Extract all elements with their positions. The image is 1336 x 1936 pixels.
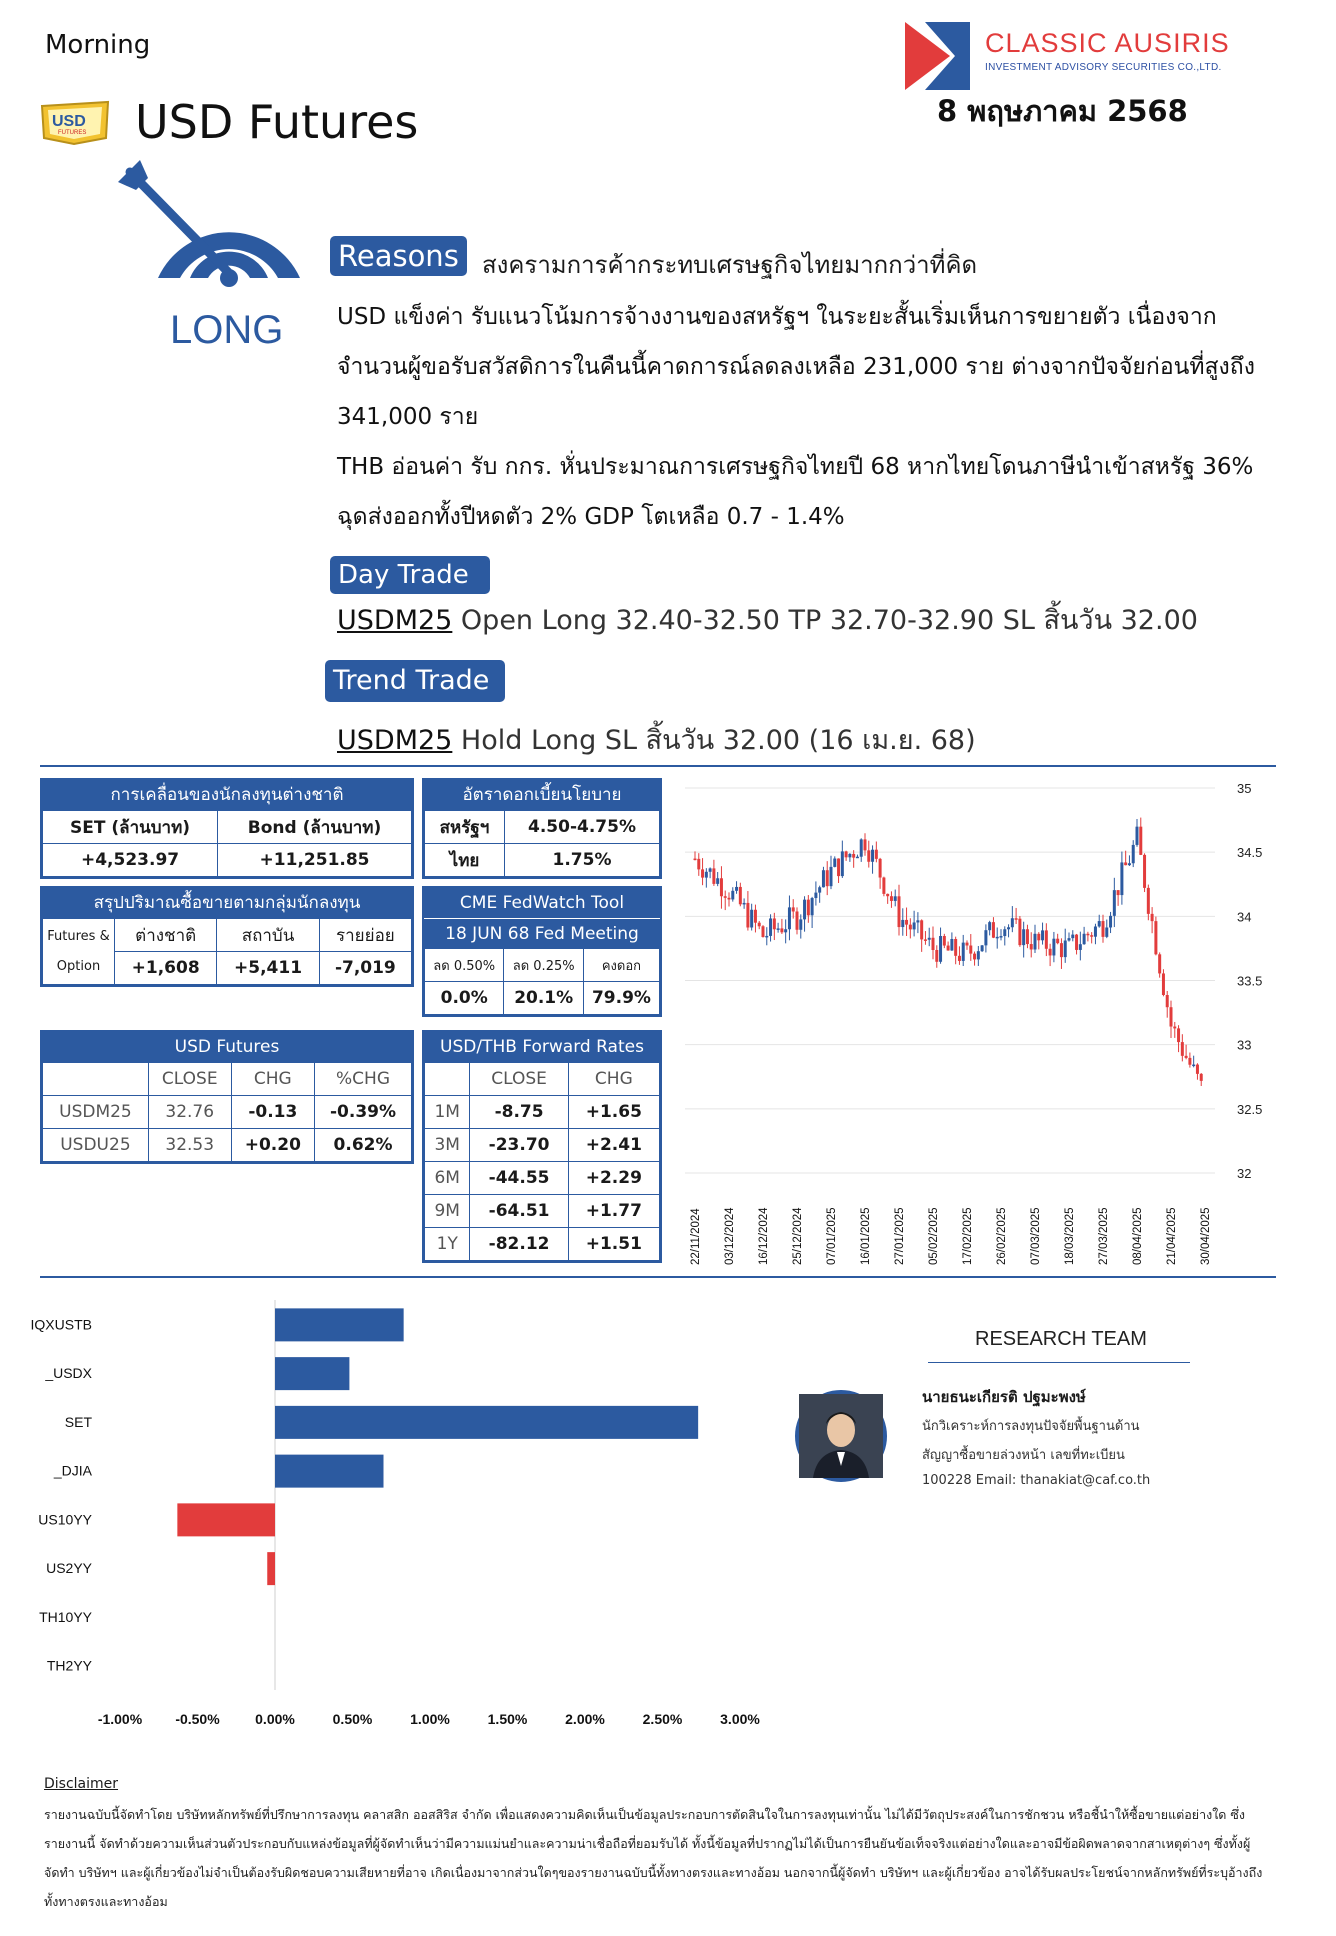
pct-chg-cell: -0.39% <box>315 1096 412 1129</box>
candle-body <box>1098 921 1101 926</box>
category-label: _USDX <box>45 1365 92 1382</box>
candle-body <box>830 867 833 886</box>
candle-body <box>1139 827 1142 855</box>
candle-body <box>1041 930 1044 940</box>
value-cell: -7,019 <box>319 952 411 985</box>
forward-rates-table <box>422 1030 662 1263</box>
candle-body <box>694 859 697 861</box>
header-cell: Bond (ล้านบาท) <box>218 811 412 844</box>
x-tick-label: 1.50% <box>487 1711 528 1727</box>
x-tick-label: 1.00% <box>410 1711 450 1727</box>
close-cell: -82.12 <box>470 1228 568 1261</box>
header-cell: คงดอก <box>583 949 659 982</box>
stance-label: LONG <box>170 308 284 352</box>
candle-body <box>773 918 776 929</box>
chg-cell: +1.77 <box>568 1195 659 1228</box>
candle-body <box>1170 1007 1173 1026</box>
candle-body <box>1200 1074 1203 1081</box>
candle-body <box>1128 863 1131 865</box>
value-cell: +5,411 <box>217 952 319 985</box>
candle-body <box>1034 934 1037 950</box>
x-tick-label: 25/12/2024 <box>792 1207 804 1265</box>
candle-body <box>1075 935 1078 950</box>
candle-body <box>886 894 889 896</box>
foreign-flows-title: การเคลื่อนของนักลงทุนต่างชาติ <box>42 780 412 810</box>
header-cell: SET (ล้านบาท) <box>43 811 218 844</box>
candle-body <box>1000 936 1003 938</box>
svg-text:FUTURES: FUTURES <box>58 130 87 136</box>
category-label: IQXUSTB <box>30 1316 92 1333</box>
policy-rate-table <box>422 778 662 879</box>
day-trade-plan <box>337 598 1198 641</box>
trend-trade-detail: Hold Long SL สิ้นวัน 32.00 (16 เม.ย. 68) <box>452 725 976 756</box>
candle-body <box>947 946 950 951</box>
chg-cell: +2.41 <box>568 1129 659 1162</box>
candle-body <box>1011 918 1014 927</box>
candle-body <box>1136 827 1139 845</box>
x-tick-label: 3.00% <box>720 1711 760 1727</box>
day-trade-detail: Open Long 32.40-32.50 TP 32.70-32.90 SL สิ้นวัน 32.00 <box>452 605 1198 636</box>
x-tick-label: 17/02/2025 <box>962 1207 974 1265</box>
y-tick-label: 33.5 <box>1237 973 1263 989</box>
candle-body <box>856 857 859 859</box>
candle-body <box>950 939 953 950</box>
candle-body <box>920 920 923 939</box>
bar <box>275 1357 349 1390</box>
candle-body <box>697 859 700 870</box>
chg-cell: -0.13 <box>231 1096 314 1129</box>
candle-body <box>1102 921 1105 937</box>
x-tick-label: 2.00% <box>565 1711 605 1727</box>
rate-cell: 1.75% <box>505 844 660 877</box>
candle-body <box>1158 954 1161 973</box>
header-cell: CLOSE <box>470 1063 568 1096</box>
chg-cell: +0.20 <box>231 1129 314 1162</box>
x-tick-label: -1.00% <box>97 1711 143 1727</box>
candle-body <box>826 870 829 886</box>
candle-body <box>705 872 708 878</box>
candle-body <box>841 851 844 876</box>
table-row <box>43 1129 412 1162</box>
rate-cell: 4.50-4.75% <box>505 811 660 844</box>
trend-trade-pill: Trend Trade <box>325 660 505 702</box>
candle-body <box>1003 929 1006 936</box>
candle-body <box>935 950 938 962</box>
value-cell: 0.0% <box>425 982 504 1015</box>
x-tick-label: 30/04/2025 <box>1200 1207 1212 1265</box>
candle-body <box>969 946 972 954</box>
category-label: TH2YY <box>46 1657 92 1674</box>
disclaimer-body: รายงานฉบับนี้จัดทำโดย บริษัทหลักทรัพย์ที่ปรึกษาการลงทุน คลาสสิก ออสสิริส จำกัด เพื่อแสดงความคิดเห็นเป็นข้อมูลประกอบการตัดสินใจในการลงทุนเท่านั้น ไม่ได้มีวัตถุประสงค์ในการชักชวน หรือชี้นำให้ซื้อขายแต่อย่างใด ซึ่งรายงานนี้ จัดทำด้วยความเห็นส่วนตัวประกอบกับแหล่งข้อมูลที่ผู้จัดทำเห็นว่ามีความแม่นยำและความน่าเชื่อถือที่ยอมรับได้ ทั้งนี้ข้อมูลที่ปรากฏไม่ได้เป็นการยืนยันข้อเท็จจริงแต่อย่างใดและอาจมีข้อผิดพลาดจากสาเหตุต่างๆ ซึ่งทั้งผู้จัดทำ บริษัทฯ และผู้เกี่ยวข้องไม่จำเป็นต้องรับผิดชอบความเสียหายที่อาจ เกิดเนื่องมาจากส่วนใดๆของรายงานฉบับนี้ทั้งทางตรงและทางอ้อม นอกจากนี้ผู้จัดทำ บริษัทฯ และผู้เกี่ยวข้อง อาจได้รับผลประโยชน์จากหลักทรัพย์ที่ระบุอ้างถึงทั้งทางตรงและทางอ้อม <box>44 1807 1263 1909</box>
bar <box>275 1406 698 1439</box>
candle-body <box>731 891 734 900</box>
close-cell: -64.51 <box>470 1195 568 1228</box>
candle-body <box>939 936 942 962</box>
candle-body <box>864 839 867 850</box>
candle-body <box>724 896 727 898</box>
candle-body <box>777 928 780 930</box>
x-tick-label: 22/11/2024 <box>690 1208 702 1265</box>
y-tick-label: 32.5 <box>1237 1101 1263 1117</box>
usdthb-price-chart <box>675 778 1275 1268</box>
candle-body <box>1188 1058 1191 1065</box>
candle-body <box>966 943 969 946</box>
table-row <box>425 1162 660 1195</box>
target-icon <box>118 160 308 280</box>
x-tick-label: 2.50% <box>642 1711 683 1727</box>
candle-body <box>1113 890 1116 916</box>
investor-groups-title: สรุปปริมาณซื้อขายตามกลุ่มนักลงทุน <box>42 888 412 918</box>
candle-body <box>1049 949 1052 956</box>
candle-body <box>1094 926 1097 936</box>
candle-body <box>1132 845 1135 863</box>
usd-futures-title: USD Futures <box>42 1032 412 1062</box>
candle-body <box>992 922 995 938</box>
table-row <box>425 1096 660 1129</box>
table-row <box>425 1228 660 1261</box>
company-name: CLASSIC AUSIRIS <box>985 28 1230 58</box>
bar <box>177 1503 275 1536</box>
candle-body <box>709 868 712 871</box>
x-tick-label: 26/02/2025 <box>996 1207 1008 1265</box>
row-label-line: Futures & <box>47 929 110 944</box>
candle-body <box>871 850 874 862</box>
candle-body <box>1071 935 1074 939</box>
header-cell: CLOSE <box>148 1063 231 1096</box>
tenor-cell: 3M <box>425 1129 470 1162</box>
candle-body <box>981 945 984 951</box>
candle-body <box>1083 934 1086 944</box>
report-date: 8 พฤษภาคม 2568 <box>937 94 1188 128</box>
candle-body <box>1143 855 1146 888</box>
x-tick-label: 27/03/2025 <box>1098 1207 1110 1265</box>
candle-body <box>1162 973 1165 995</box>
value-cell: +1,608 <box>115 952 217 985</box>
trend-trade-plan <box>337 718 976 761</box>
y-tick-label: 34 <box>1237 909 1252 925</box>
candle-body <box>701 869 704 877</box>
close-cell: 32.76 <box>148 1096 231 1129</box>
reasons-headline: สงครามการค้ากระทบเศรษฐกิจไทยมากกว่าที่คิด <box>482 251 978 279</box>
fedwatch-title: CME FedWatch Tool <box>424 888 660 918</box>
candle-body <box>1018 919 1021 945</box>
candle-body <box>769 918 772 935</box>
candle-body <box>728 898 731 900</box>
candle-body <box>867 850 870 861</box>
candle-body <box>1015 918 1018 920</box>
header-cell <box>425 1063 470 1096</box>
candle-body <box>882 878 885 894</box>
candle-body <box>1090 935 1093 937</box>
candle-body <box>1192 1065 1195 1067</box>
bar <box>275 1455 384 1488</box>
day-trade-contract: USDM25 <box>337 605 453 636</box>
day-trade-pill: Day Trade <box>330 556 490 594</box>
candle-body <box>1109 916 1112 928</box>
candle-body <box>792 907 795 911</box>
candle-body <box>1124 862 1127 865</box>
candle-body <box>818 887 821 892</box>
x-tick-label: 21/04/2025 <box>1166 1207 1178 1265</box>
candle-body <box>822 870 825 887</box>
candle-body <box>1086 934 1089 936</box>
candle-body <box>837 859 840 877</box>
candle-body <box>833 859 836 867</box>
x-tick-label: 03/12/2024 <box>724 1207 736 1265</box>
chg-cell: +1.65 <box>568 1096 659 1129</box>
header-cell: CHG <box>568 1063 659 1096</box>
company-subtitle: INVESTMENT ADVISORY SECURITIES CO.,LTD. <box>985 62 1222 73</box>
candle-body <box>1045 930 1048 948</box>
candle-body <box>1052 939 1055 956</box>
candle-body <box>898 896 901 927</box>
policy-rate-title: อัตราดอกเบี้ยนโยบาย <box>424 780 660 810</box>
chg-cell: +2.29 <box>568 1162 659 1195</box>
candle-body <box>977 951 980 959</box>
candle-body <box>796 911 799 929</box>
candle-body <box>811 898 814 915</box>
candle-body <box>807 900 810 916</box>
x-tick-label: 0.50% <box>332 1711 373 1727</box>
disclaimer-title: Disclaimer <box>44 1776 119 1792</box>
header-cell <box>43 1063 149 1096</box>
candle-body <box>852 854 855 858</box>
fedwatch-table <box>422 886 662 1017</box>
value-cell: +11,251.85 <box>218 844 412 877</box>
candle-body <box>901 920 904 927</box>
bar <box>267 1552 275 1585</box>
candle-body <box>848 854 851 857</box>
category-label: US10YY <box>38 1511 92 1528</box>
candle-body <box>739 887 742 904</box>
fedwatch-subtitle: 18 JUN 68 Fed Meeting <box>424 918 660 948</box>
candle-body <box>814 893 817 898</box>
candle-body <box>913 922 916 929</box>
analyst-name: นายธนะเกียรติ ปฐมะพงษ์ <box>922 1388 1086 1406</box>
country-cell: ไทย <box>425 844 505 877</box>
candle-body <box>894 896 897 901</box>
x-tick-label: 27/01/2025 <box>894 1207 906 1265</box>
candle-body <box>720 878 723 896</box>
candle-body <box>905 920 908 925</box>
candle-body <box>1173 1027 1176 1029</box>
value-cell: 79.9% <box>583 982 659 1015</box>
header-cell: ลด 0.50% <box>425 949 504 982</box>
candle-body <box>1147 888 1150 914</box>
value-cell: 20.1% <box>504 982 583 1015</box>
candle-body <box>1151 914 1154 921</box>
candle-body <box>1037 934 1040 940</box>
candle-body <box>1068 938 1071 940</box>
pct-chg-cell: 0.62% <box>315 1129 412 1162</box>
svg-text:USD: USD <box>52 113 86 130</box>
close-cell: 32.53 <box>148 1129 231 1162</box>
candle-body <box>784 929 787 932</box>
header-cell: รายย่อย <box>319 919 411 952</box>
candle-body <box>1007 927 1010 929</box>
candle-body <box>932 938 935 950</box>
candle-body <box>1022 929 1025 945</box>
candle-body <box>803 900 806 920</box>
candle-body <box>1166 995 1169 1007</box>
candle-body <box>758 923 761 927</box>
table-row <box>425 1129 660 1162</box>
market-change-bar-chart <box>30 1290 780 1760</box>
candle-body <box>1060 943 1063 957</box>
country-cell: สหรัฐฯ <box>425 811 505 844</box>
row-label-line: Option <box>56 959 101 974</box>
value-cell: +4,523.97 <box>43 844 218 877</box>
usd-futures-table <box>40 1030 414 1164</box>
foreign-flows-table <box>40 778 414 879</box>
usd-reason: USD แข็งค่า รับแนวโน้มการจ้างงานของสหรัฐฯ ในระยะสั้นเริ่มเห็นการขยายตัว เนื่องจากจำนวนผู้ขอรับสวัสดิการในคืนนี้คาดการณ์ลดลงเหลือ 231,000 ราย ต่างจากปัจจัยก่อนที่สูงถึง 341,000 ราย <box>337 304 1255 430</box>
category-label: TH10YY <box>39 1608 92 1625</box>
research-team-title: RESEARCH TEAM <box>975 1328 1147 1350</box>
x-tick-label: 16/12/2024 <box>758 1207 770 1265</box>
candle-body <box>1196 1065 1199 1074</box>
candle-body <box>799 919 802 929</box>
analyst-avatar <box>795 1390 887 1482</box>
investor-groups-table <box>40 886 414 987</box>
header-cell: %CHG <box>315 1063 412 1096</box>
candle-body <box>996 937 999 939</box>
x-tick-label: -0.50% <box>175 1711 220 1727</box>
candle-body <box>1064 941 1067 958</box>
divider-top <box>40 765 1276 767</box>
category-label: US2YY <box>46 1560 92 1577</box>
y-tick-label: 34.5 <box>1237 845 1263 861</box>
contract-cell: USDM25 <box>43 1096 149 1129</box>
candle-body <box>916 920 919 922</box>
bar <box>275 1308 404 1341</box>
y-tick-label: 33 <box>1237 1037 1252 1053</box>
x-tick-label: 18/03/2025 <box>1064 1207 1076 1265</box>
candle-body <box>716 878 719 884</box>
chg-cell: +1.51 <box>568 1228 659 1261</box>
forward-rates-title: USD/THB Forward Rates <box>424 1032 660 1062</box>
session-label: Morning <box>45 30 151 60</box>
candle-body <box>765 936 768 938</box>
tenor-cell: 1M <box>425 1096 470 1129</box>
x-tick-label: 07/01/2025 <box>826 1207 838 1265</box>
analyst-contact: 100228 Email: thanakiat@caf.co.th <box>922 1473 1151 1488</box>
header-cell: CHG <box>231 1063 314 1096</box>
candle-body <box>879 859 882 878</box>
tenor-cell: 9M <box>425 1195 470 1228</box>
candle-body <box>973 954 976 960</box>
x-tick-label: 08/04/2025 <box>1132 1207 1144 1265</box>
candle-body <box>875 850 878 859</box>
candle-body <box>890 896 893 901</box>
analyst-role-2: สัญญาซื้อขายล่วงหน้า เลขที่ทะเบียน <box>922 1448 1125 1463</box>
candle-body <box>943 936 946 946</box>
close-cell: -44.55 <box>470 1162 568 1195</box>
candle-body <box>1120 862 1123 895</box>
candle-body <box>754 910 757 923</box>
candle-body <box>860 839 863 856</box>
reasons-pill: Reasons <box>330 236 467 276</box>
candle-body <box>984 930 987 945</box>
candle-body <box>780 928 783 932</box>
candle-body <box>1181 1042 1184 1056</box>
close-cell: -23.70 <box>470 1129 568 1162</box>
x-tick-label: 16/01/2025 <box>860 1207 872 1265</box>
candle-body <box>735 887 738 891</box>
analyst-role: นักวิเคราะห์การลงทุนปัจจัยพื้นฐานด้าน <box>922 1419 1140 1434</box>
tenor-cell: 6M <box>425 1162 470 1195</box>
candle-body <box>1177 1028 1180 1042</box>
header-cell: สถาบัน <box>217 919 319 952</box>
candle-body <box>988 922 991 930</box>
candle-body <box>746 903 749 928</box>
table-row <box>43 1096 412 1129</box>
candle-body <box>924 939 927 941</box>
page-title: USD Futures <box>135 95 419 149</box>
header-cell: ต่างชาติ <box>115 919 217 952</box>
candle-body <box>1117 890 1120 895</box>
x-tick-label: 0.00% <box>255 1711 295 1727</box>
category-label: _DJIA <box>53 1462 92 1479</box>
candle-body <box>762 926 765 937</box>
candle-body <box>1030 944 1033 949</box>
row-label-cell <box>43 919 115 985</box>
thb-reason: THB อ่อนค่า รับ กกร. หั่นประมาณการเศรษฐกิจไทยปี 68 หากไทยโดนภาษีนำเข้าสหรัฐ 36% ฉุดส่งออกทั้งปีหดตัว 2% GDP โตเหลือ 0.7 - 1.4% <box>337 454 1254 530</box>
header-cell: ลด 0.25% <box>504 949 583 982</box>
candle-body <box>954 939 957 956</box>
candle-body <box>845 851 848 857</box>
candle-body <box>1056 939 1059 943</box>
divider-bottom <box>40 1276 1276 1278</box>
table-row <box>425 1195 660 1228</box>
candle-body <box>1079 944 1082 950</box>
candle-body <box>909 925 912 930</box>
candle-body <box>1154 921 1157 954</box>
x-tick-label: 05/02/2025 <box>928 1207 940 1265</box>
contract-cell: USDU25 <box>43 1129 149 1162</box>
candle-body <box>962 943 965 961</box>
trend-trade-contract: USDM25 <box>337 725 453 756</box>
candle-body <box>958 956 961 961</box>
candle-body <box>1105 927 1108 936</box>
x-tick-label: 07/03/2025 <box>1030 1207 1042 1265</box>
usd-futures-logo <box>40 100 110 146</box>
close-cell: -8.75 <box>470 1096 568 1129</box>
category-label: SET <box>64 1413 92 1430</box>
candle-body <box>1026 929 1029 944</box>
candle-body <box>743 903 746 905</box>
y-tick-label: 32 <box>1237 1166 1252 1181</box>
candle-body <box>712 868 715 883</box>
research-divider <box>928 1362 1190 1363</box>
candle-body <box>750 910 753 928</box>
tenor-cell: 1Y <box>425 1228 470 1261</box>
candle-body <box>928 938 931 940</box>
y-tick-label: 35 <box>1237 781 1252 796</box>
candle-body <box>788 907 791 929</box>
candle-body <box>1185 1056 1188 1058</box>
